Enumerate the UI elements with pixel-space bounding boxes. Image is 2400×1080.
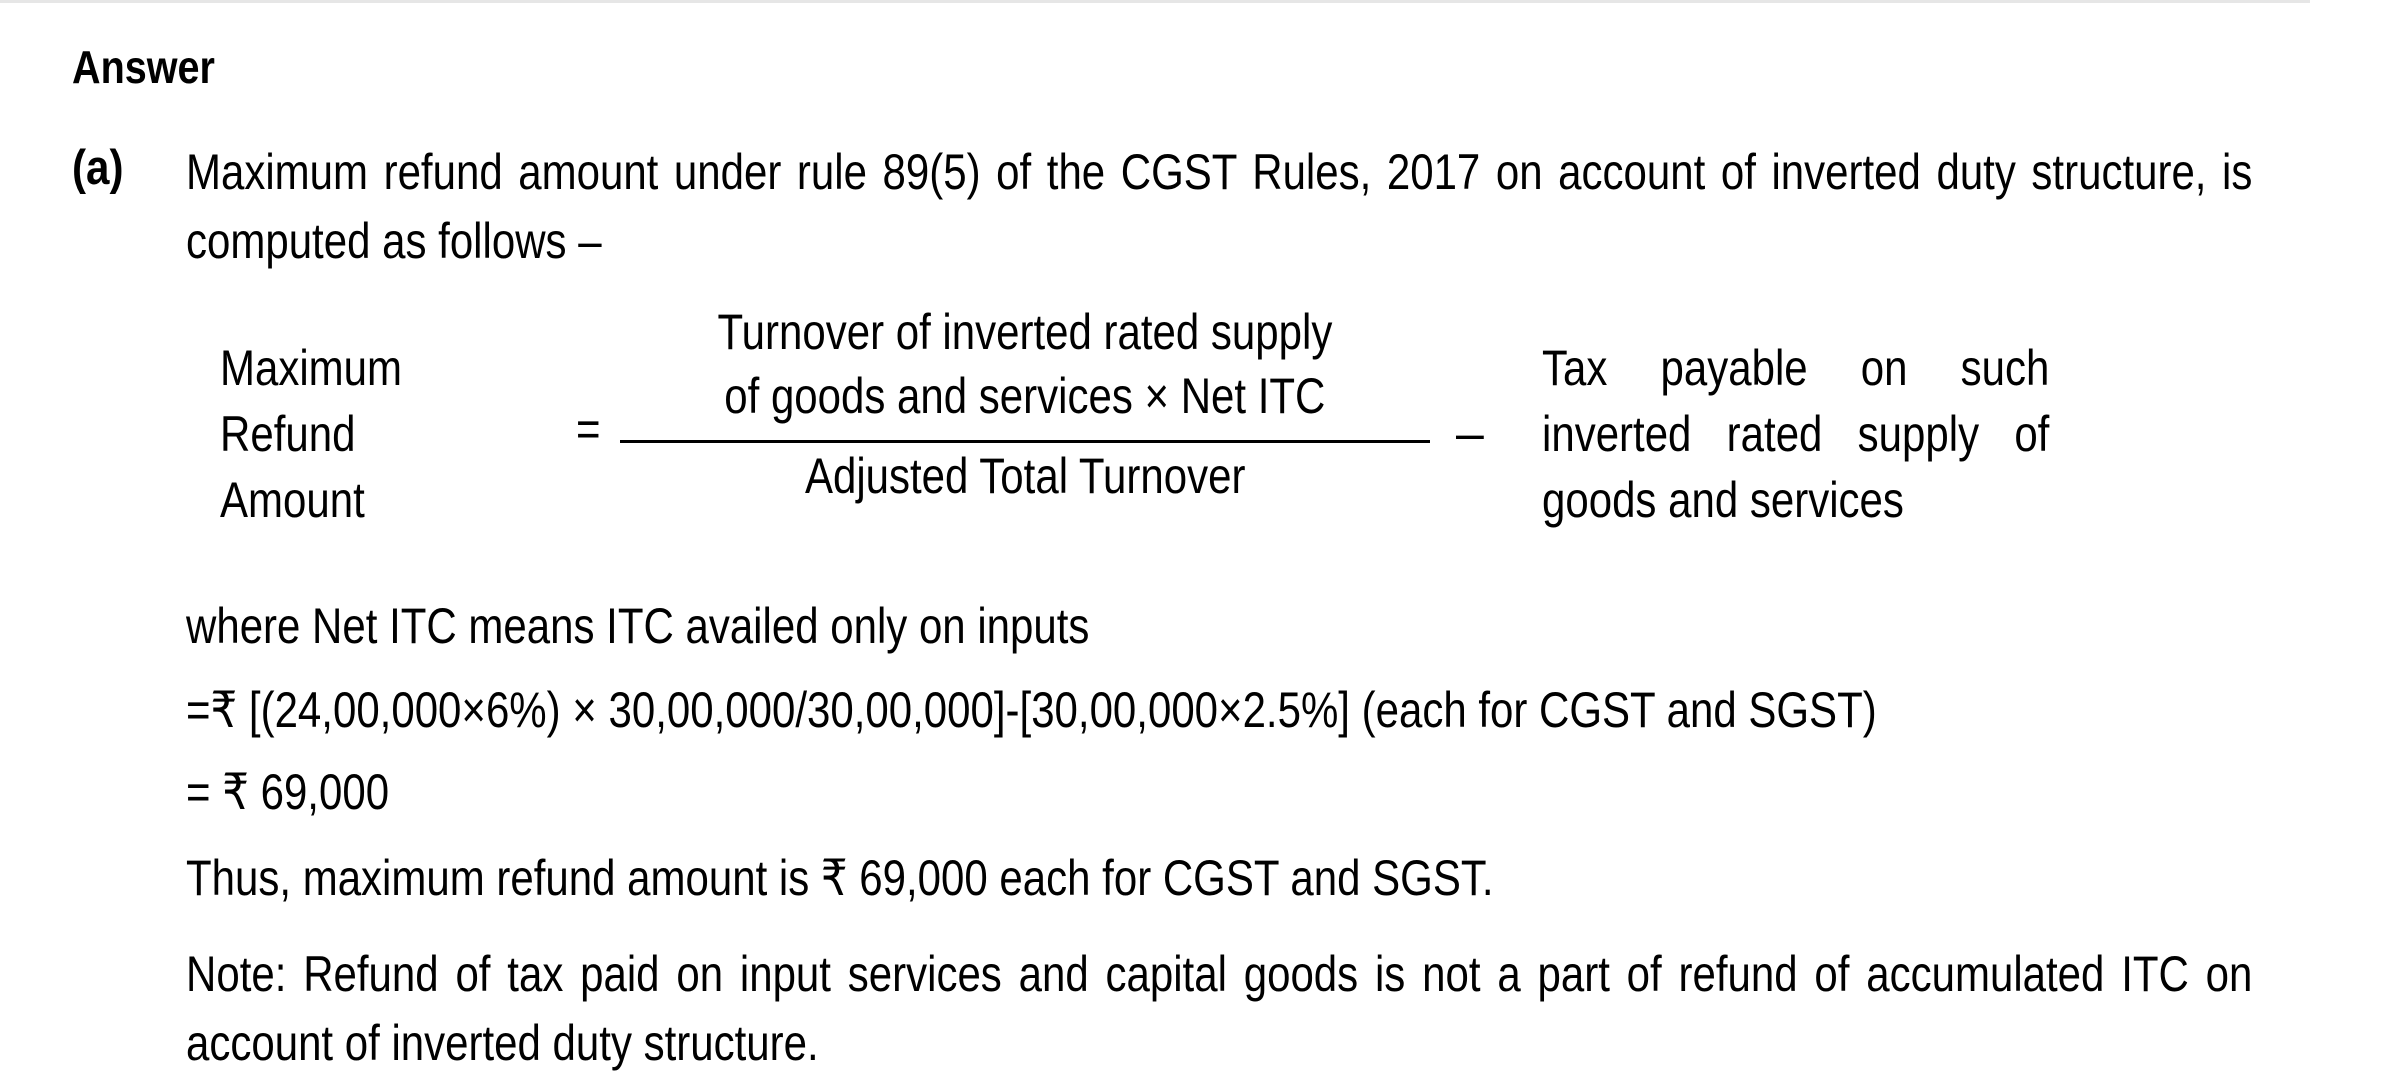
intro-paragraph: Maximum refund amount under rule 89(5) of the CGST Rules, 2017 on account of inverted duty structure, is computed as follows – <box>186 144 2253 269</box>
conclusion-line: Thus, maximum refund amount is ₹ 69,000 each for CGST and SGST. <box>186 850 1494 906</box>
result-line: = ₹ 69,000 <box>186 764 390 820</box>
top-border-line <box>0 0 2310 3</box>
formula-numerator <box>620 300 1430 428</box>
formula-fraction-bar <box>620 440 1430 443</box>
calculation-line: =₹ [(24,00,000×6%) × 30,00,000/30,00,000]-[30,00,000×2.5%] (each for CGST and SGST) <box>186 682 1877 738</box>
formula-denominator-text: Adjusted Total Turnover <box>804 448 1246 504</box>
formula-numerator-line: Turnover of inverted rated supply <box>717 304 1333 360</box>
formula-lhs-line: Maximum <box>220 340 403 396</box>
formula-lhs <box>220 335 402 533</box>
formula-numerator-line: of goods and services × Net ITC <box>724 368 1326 424</box>
answer-heading: Answer <box>72 41 215 93</box>
net-itc-definition: where Net ITC means ITC availed only on inputs <box>186 598 1090 654</box>
note-paragraph: Note: Refund of tax paid on input services and capital goods is not a part of refund of accumulated ITC on account of inverted duty structure. <box>186 946 2253 1071</box>
formula-lhs-line: Amount <box>220 472 365 528</box>
formula-denominator <box>620 444 1430 508</box>
formula-lhs-line: Refund <box>220 406 356 462</box>
formula-rhs: Tax payable on such inverted rated supply of goods and services <box>1542 340 2050 528</box>
formula-minus-sign: – <box>1456 405 1484 461</box>
formula-equals-sign: = <box>576 401 601 457</box>
part-label: (a) <box>72 141 124 195</box>
